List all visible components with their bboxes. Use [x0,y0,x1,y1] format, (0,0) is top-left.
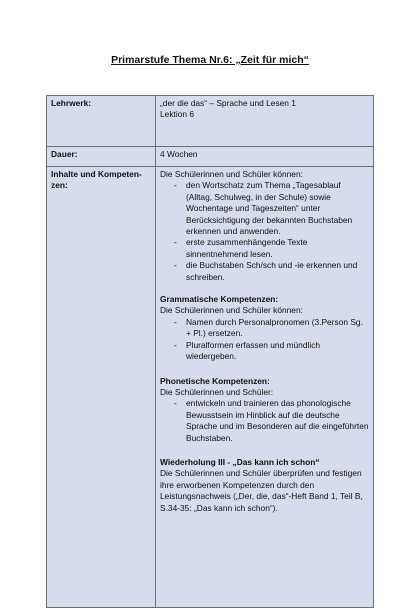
grammar-intro: Die Schülerinnen und Schüler können: [160,305,303,316]
lehrwerk-value [156,96,374,147]
lehrwerk-title: „der die das“ – Sprache und Lesen 1 [160,98,296,108]
list-item: - den Wortschatz zum Thema „Tagesablauf (Alltag, Schulweg, in der Schule) sowie Wochentage und Tageszeiten“ unter Berücksichtigung der bekannten Buchstaben erkennen und anwenden. [160,180,369,237]
phonetics-list [160,398,369,444]
review-text: Die Schülerinnen und Schüler überprüfen und festigen ihre erworbenen Kompetenzen durch den Leistungsnachweis („Der, die, das“-Heft Band 1, Teil B, S.34-35: „Das kann ich schon“). [160,468,363,513]
dauer-row [47,147,374,167]
inhalt-label: Inhalte und Kompeten-zen: [47,167,156,608]
competence-intro: Die Schülerinnen und Schüler können: [160,169,303,179]
phonetics-heading: Phonetische Kompetenzen: [160,375,270,386]
competence-list [160,180,369,283]
list-item: - entwickeln und trainieren das phonologische Bewusstsein im Hinblick auf die deutsche Sprache und im Besonderen auf die eingeführten Buchstaben. [160,398,369,444]
lesson-plan-table [46,95,374,608]
dauer-label: Dauer: [47,147,156,167]
list-item: - Pluralformen erfassen und mündlich wiedergeben. [160,340,369,363]
list-item: - erste zusammenhängende Texte sinnentnehmend lesen. [160,237,369,260]
inhalt-row [47,167,374,608]
list-item: - Namen durch Personalpronomen (3.Person Sg. + Pl.) ersetzen. [160,317,369,340]
lehrwerk-lesson: Lektion 6 [160,109,194,120]
dauer-value: 4 Wochen [156,147,374,167]
lehrwerk-label: Lehrwerk: [47,96,156,147]
grammar-list [160,317,369,363]
review-heading: Wiederholung III - „Das kann ich schon“ [160,456,320,467]
lehrwerk-row [47,96,374,147]
inhalt-value [156,167,374,608]
phonetics-intro: Die Schülerinnen und Schüler: [160,386,274,397]
page-title: Primarstufe Thema Nr.6: „Zeit für mich“ [111,54,309,66]
list-item: - die Buchstaben Sch/sch und -ie erkennen und schreiben. [160,260,369,283]
grammar-heading: Grammatische Kompetenzen: [160,294,279,305]
